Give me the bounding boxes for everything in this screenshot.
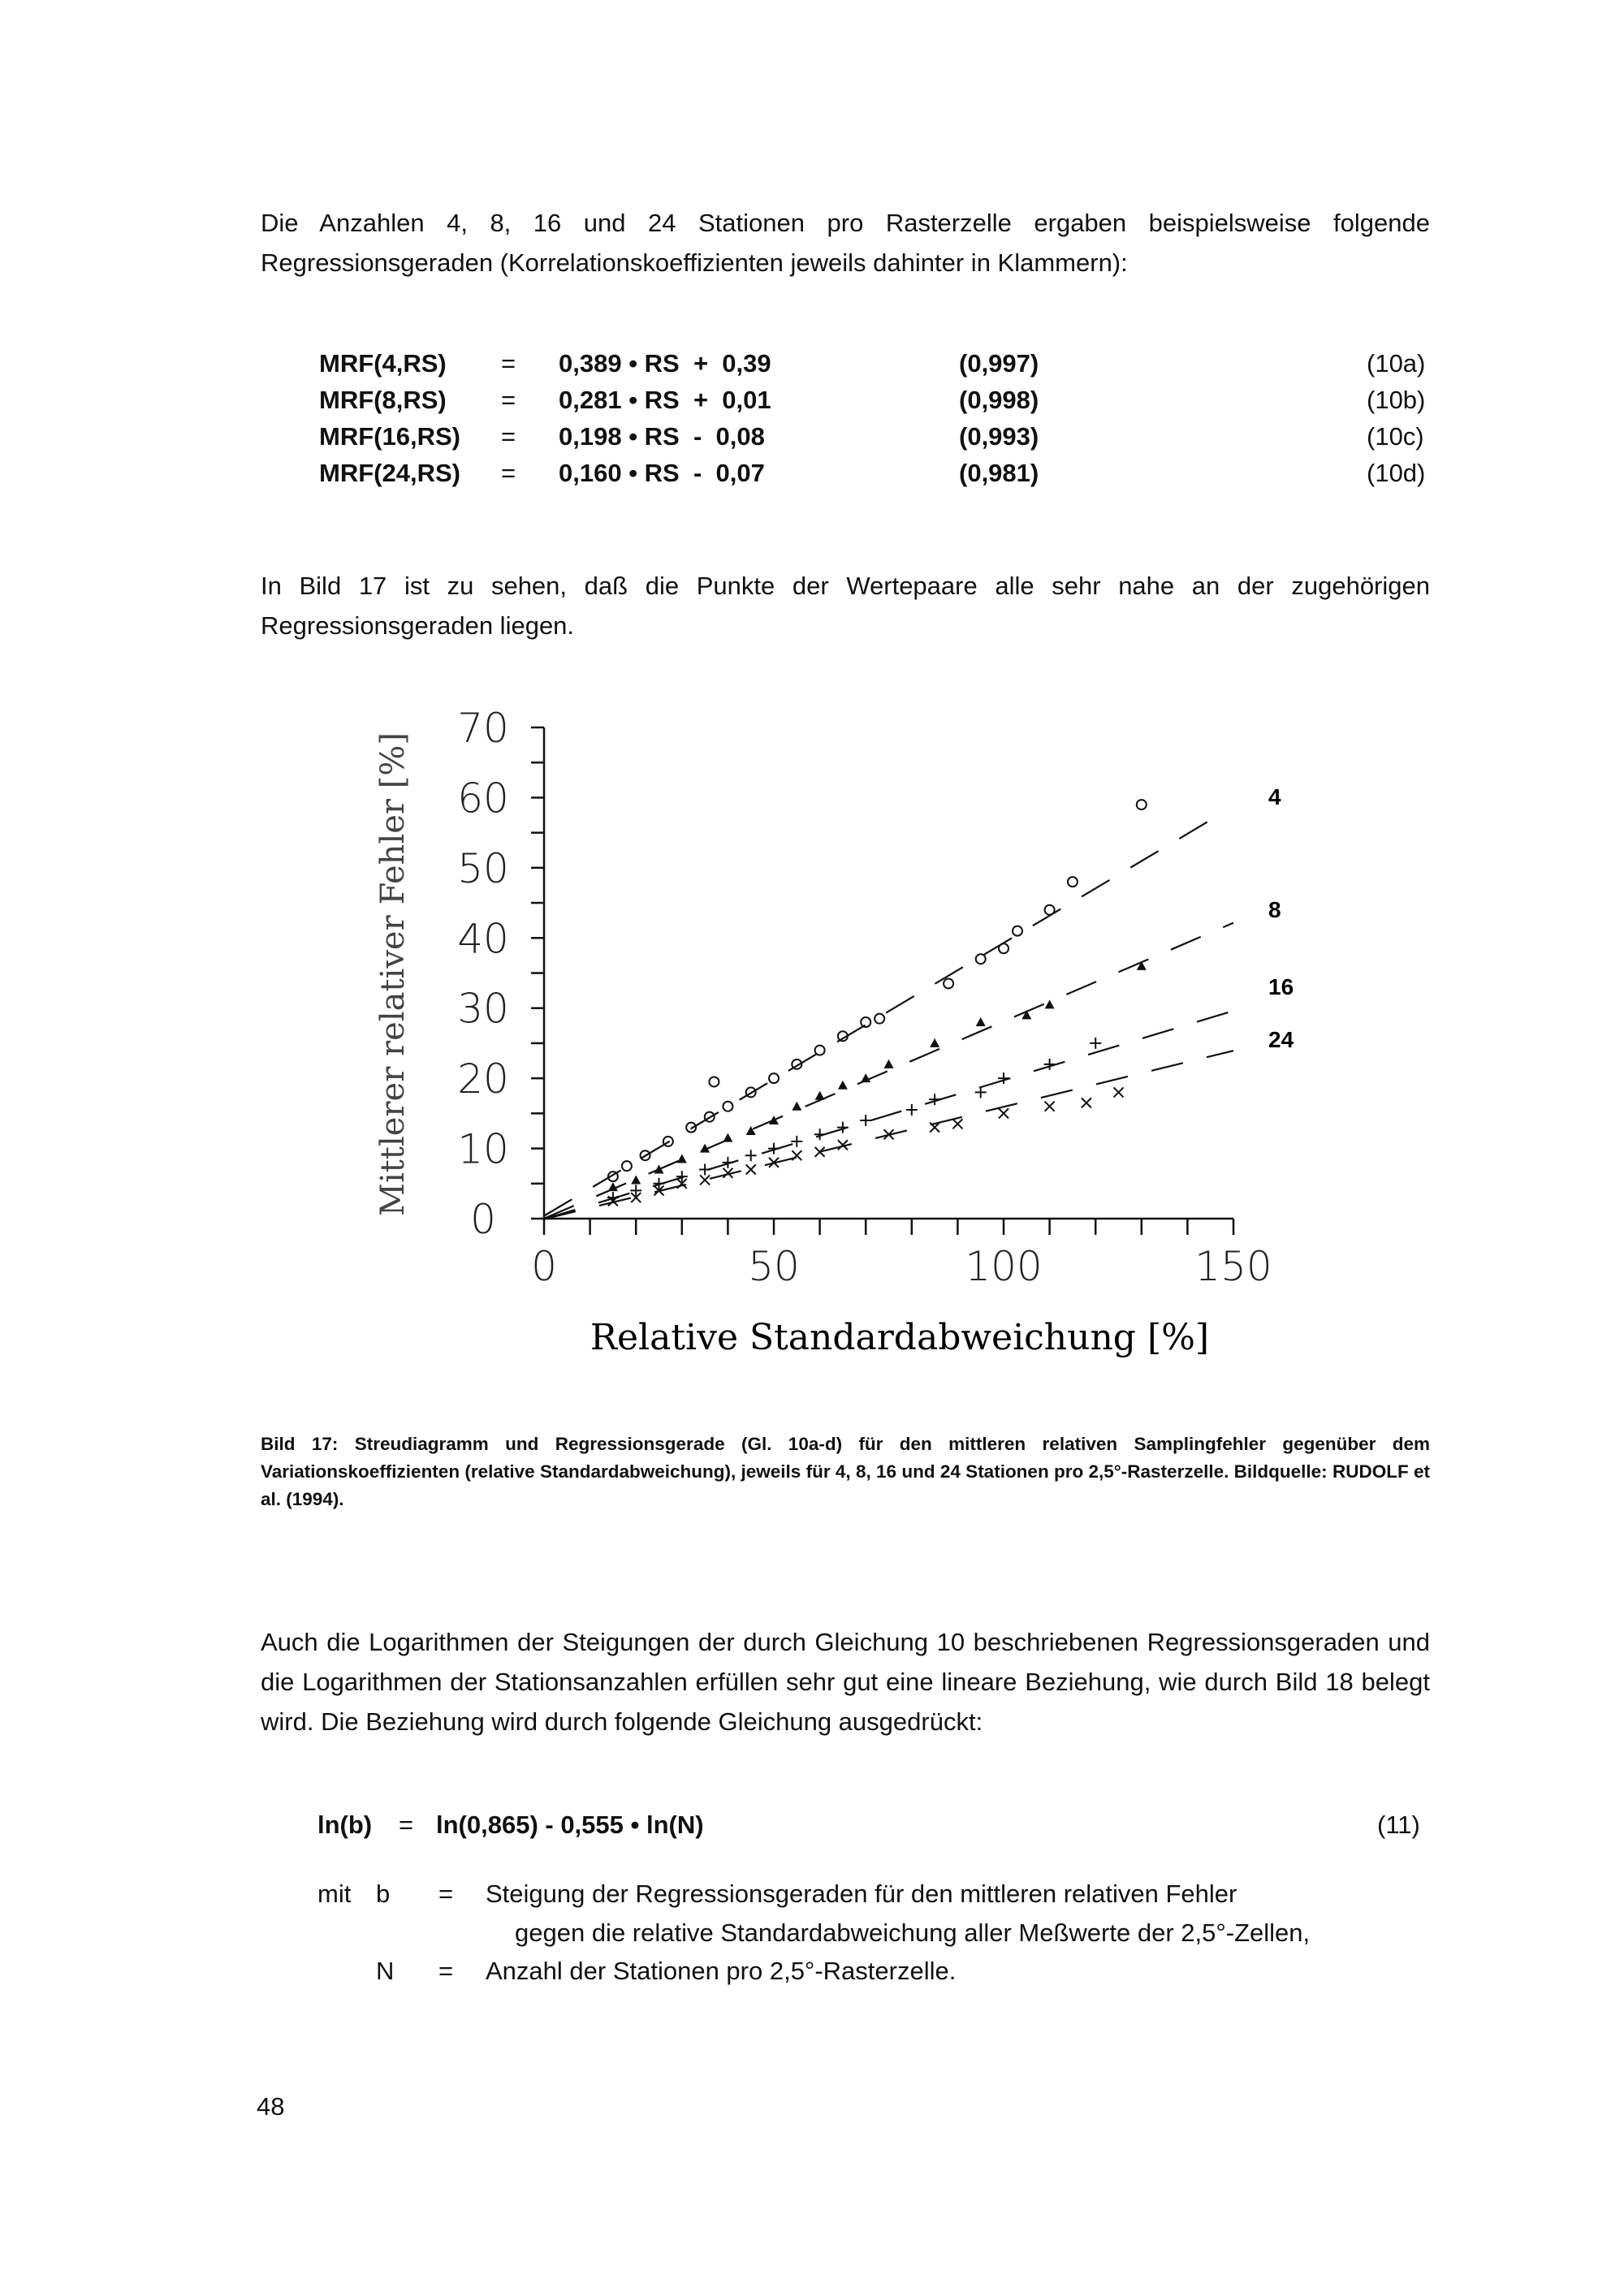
eq-corr: (0,998): [959, 386, 1039, 414]
point-24: [999, 1108, 1009, 1118]
point-8: [815, 1091, 825, 1100]
eq-number: (10c): [1367, 422, 1424, 451]
point-16: [814, 1129, 826, 1140]
point-8: [792, 1102, 801, 1111]
eq-rhs: ln(0,865) - 0,555 • ln(N): [436, 1810, 704, 1839]
eq-lhs: MRF(4,RS): [319, 349, 447, 378]
regression-line-8: [544, 923, 1233, 1219]
point-4: [769, 1073, 779, 1083]
point-24: [1082, 1098, 1091, 1107]
point-8: [861, 1073, 870, 1082]
def-b-text: Steigung der Regressionsgeraden für den mittleren relativen Fehler: [486, 1880, 1237, 1908]
def-b-text-cont: gegen die relative Standardabweichung aller Meßwerte der 2,5°-Zellen,: [515, 1918, 1311, 1947]
eq-sign: =: [501, 459, 516, 487]
point-16: [791, 1136, 802, 1147]
eq-sign: =: [501, 422, 516, 451]
series-label-8: 8: [1268, 897, 1281, 922]
point-24: [700, 1175, 710, 1185]
point-16: [929, 1094, 940, 1105]
def-b-symbol: b: [376, 1880, 391, 1908]
y-tick-label: 40: [457, 915, 509, 963]
def-n-eq: =: [438, 1957, 454, 1985]
def-n-text: Anzahl der Stationen pro 2,5°-Rasterzelle.: [486, 1957, 957, 1985]
point-4: [622, 1161, 632, 1171]
point-24: [1114, 1087, 1124, 1097]
point-8: [677, 1154, 687, 1163]
point-8: [723, 1133, 732, 1142]
paragraph-bild17: In Bild 17 ist zu sehen, daß die Punkte der Wertepaare alle sehr nahe an der zugehörigen Regressionsgeraden liegen.: [261, 572, 1430, 640]
point-4: [1013, 926, 1022, 936]
point-16: [745, 1150, 757, 1161]
point-16: [1090, 1038, 1101, 1049]
point-8: [1137, 961, 1147, 970]
point-8: [930, 1038, 939, 1047]
point-24: [1045, 1102, 1055, 1111]
point-4: [976, 954, 986, 964]
point-16: [768, 1143, 780, 1154]
figure-caption: Bild 17: Streudiagramm und Regressionsgerade (Gl. 10a-d) für den mittleren relativen Samplingfehler gegenüber dem Variationskoeffizienten (relative Standardabweichung), jeweils für 4, 8, 16 und 24 Stationen pro 2,5°-Rasterzelle. Bildquelle: RUDOLF et al. (1994).: [261, 1434, 1430, 1509]
point-8: [769, 1116, 779, 1124]
eq-lhs: ln(b): [317, 1810, 373, 1839]
series-label-16: 16: [1268, 974, 1294, 999]
eq-rhs: 0,389 • RS + 0,39: [559, 349, 771, 378]
y-tick-label: 70: [457, 705, 509, 752]
point-8: [976, 1017, 986, 1026]
point-8: [654, 1165, 664, 1174]
eq-rhs: 0,281 • RS + 0,01: [559, 386, 771, 414]
point-8: [838, 1081, 848, 1090]
y-tick-label: 0: [470, 1196, 496, 1243]
point-4: [815, 1046, 825, 1055]
x-tick-label: 100: [965, 1243, 1043, 1290]
paragraph-logarithms: Auch die Logarithmen der Steigungen der durch Gleichung 10 beschriebenen Regressionsgeraden und die Logarithmen der Stationsanzahlen erfüllen sehr gut eine lineare Beziehung, wie durch Bild 18 belegt wird. Die Beziehung wird durch folgende Gleichung ausgedrückt:: [261, 1628, 1430, 1736]
point-4: [875, 1014, 884, 1024]
point-24: [792, 1150, 801, 1160]
point-4: [861, 1017, 870, 1027]
regression-line-16: [544, 1011, 1233, 1219]
point-8: [884, 1060, 894, 1068]
point-24: [815, 1147, 825, 1157]
y-tick-label: 50: [457, 844, 509, 892]
point-4: [1068, 877, 1078, 887]
eq-corr: (0,997): [959, 349, 1039, 378]
eq-number: (10d): [1367, 459, 1426, 487]
series-label-24: 24: [1268, 1027, 1294, 1052]
def-b-eq: =: [438, 1880, 454, 1908]
point-16: [906, 1104, 918, 1116]
y-tick-label: 60: [457, 775, 509, 822]
def-mit: mit: [317, 1880, 352, 1908]
y-tick-label: 20: [457, 1055, 509, 1103]
point-8: [631, 1175, 641, 1184]
eq-number: (10a): [1367, 349, 1426, 378]
x-axis-label: Relative Standardabweichung [%]: [590, 1317, 1210, 1358]
eq-sign: =: [501, 349, 516, 378]
point-24: [952, 1119, 962, 1129]
point-4: [1045, 905, 1055, 915]
point-16: [837, 1122, 849, 1133]
paragraph-intro: Die Anzahlen 4, 8, 16 und 24 Stationen pro Rasterzelle ergaben beispielsweise folgende Regressionsgeraden (Korrelationskoeffizienten jeweils dahinter in Klammern):: [261, 209, 1430, 277]
x-tick-label: 150: [1194, 1243, 1272, 1290]
point-16: [722, 1157, 733, 1168]
point-4: [709, 1077, 719, 1086]
eq-lhs: MRF(8,RS): [319, 386, 447, 414]
y-tick-label: 10: [457, 1125, 509, 1173]
eq-lhs: MRF(16,RS): [319, 422, 460, 451]
point-24: [746, 1165, 756, 1175]
eq-number: (10b): [1367, 386, 1426, 414]
eq-sign: =: [399, 1810, 414, 1839]
series-label-4: 4: [1268, 784, 1281, 809]
x-tick-label: 0: [531, 1243, 557, 1290]
point-4: [944, 978, 953, 988]
eq-corr: (0,981): [959, 459, 1039, 487]
eq-number: (11): [1377, 1810, 1420, 1839]
page-number: 48: [257, 2092, 285, 2121]
point-16: [860, 1115, 871, 1126]
point-8: [1021, 1010, 1031, 1019]
point-16: [975, 1086, 987, 1098]
eq-sign: =: [501, 386, 516, 414]
def-n-symbol: N: [376, 1957, 395, 1985]
eq-lhs: MRF(24,RS): [319, 459, 460, 487]
y-axis-label: Mittlerer relativer Fehler [%]: [374, 732, 412, 1216]
eq-rhs: 0,198 • RS - 0,08: [559, 422, 765, 451]
point-8: [746, 1126, 756, 1135]
point-4: [1137, 800, 1147, 809]
y-tick-label: 30: [457, 985, 509, 1033]
eq-corr: (0,993): [959, 422, 1039, 451]
eq-rhs: 0,160 • RS - 0,07: [559, 459, 765, 487]
point-4: [723, 1102, 732, 1111]
point-8: [1045, 999, 1055, 1008]
x-tick-label: 50: [748, 1243, 800, 1290]
point-4: [999, 943, 1009, 953]
point-16: [699, 1164, 710, 1176]
